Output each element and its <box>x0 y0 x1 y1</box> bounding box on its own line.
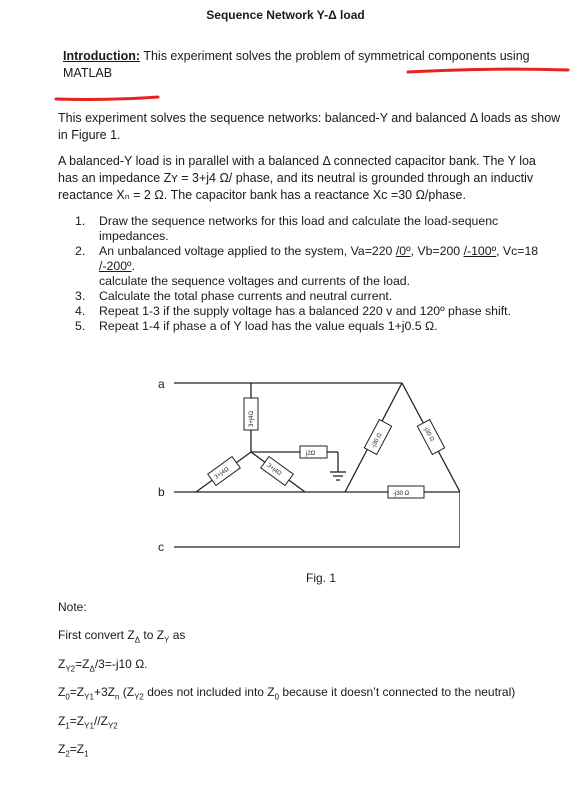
list-number: 2. <box>75 244 86 258</box>
list-number: 5. <box>75 319 86 333</box>
list-number: 3. <box>75 289 86 303</box>
paragraph-2-line-3: reactance Xₙ = 2 Ω. The capacitor bank has a reactance Xc =30 Ω/phase. <box>58 188 466 202</box>
list-item-text: An unbalanced voltage applied to the system, Va=220 <box>99 244 396 258</box>
node-b-label: b <box>158 485 165 499</box>
paragraph-1-line-2: in Figure 1. <box>58 128 121 142</box>
paragraph-2-line-1: A balanced-Y load is in parallel with a balanced Δ connected capacitor bank. The Y loa <box>58 154 536 168</box>
impedance-box-vertical <box>244 398 258 430</box>
note-line-2: $Z_{Y2}=Z_\Delta/3=-j10$ Ω. <box>58 657 148 674</box>
angle-vb: /-100º <box>463 244 497 258</box>
list-item-text: Repeat 1-4 if phase a of Y load has the value equals 1+j0.5 Ω. <box>99 319 438 333</box>
angle-va: /0º <box>395 244 411 258</box>
neutral-impedance-label: j2Ω <box>306 451 316 457</box>
list-item-text: Repeat 1-3 if the supply voltage has a balanced 220 v and 120º phase shift. <box>99 304 511 318</box>
list-item <box>75 319 538 334</box>
capacitor-label: -j30 Ω <box>421 425 435 443</box>
paragraph-2 <box>58 153 536 204</box>
capacitor-box-left <box>364 420 391 455</box>
capacitor-box-right <box>417 420 444 455</box>
introduction-label: Introduction: <box>63 49 141 63</box>
list-item <box>75 244 538 259</box>
impedance-box-left <box>208 457 240 486</box>
impedance-label: 3+j4Ω <box>213 466 231 481</box>
impedance-label: 3+j4Ω <box>265 462 283 478</box>
impedance-box-right <box>261 457 293 486</box>
task-list <box>75 214 538 334</box>
figure-caption: Fig. 1 <box>306 571 337 585</box>
impedance-label: 3+j4Ω <box>249 411 255 427</box>
note-line-3: $Z_0=Z_{Y1}+3Z_n$ ($Z_{Y2}$ does not included into $Z_0$ because it doesn’t connected to the neutral) <box>58 685 516 702</box>
note-heading: Note: <box>58 600 87 614</box>
paragraph-1-line-1: This experiment solves the sequence networks: balanced-Y and balanced Δ loads as show <box>58 111 561 125</box>
red-underline-marks <box>0 0 571 120</box>
list-item-continuation <box>75 259 538 274</box>
paragraph-1 <box>58 110 560 144</box>
list-item-text: , Vc=18 <box>496 244 539 258</box>
node-c-label: c <box>158 540 164 554</box>
list-item <box>75 214 538 229</box>
list-item-text: , Vb=200 <box>410 244 464 258</box>
list-item-continuation: impedances. <box>99 229 169 243</box>
note-line-4: $Z_1=Z_{Y1}//Z_{Y2}$ <box>58 714 118 731</box>
neutral-impedance-box <box>300 446 327 458</box>
paragraph-2-line-2: has an impedance Zʏ = 3+j4 Ω/ phase, and its neutral is grounded through an inductiv <box>58 171 534 185</box>
page-title: Sequence Network Y-Δ load <box>206 8 365 22</box>
list-number: 1. <box>75 214 86 228</box>
introduction-text: This experiment solves the problem of symmetrical components using MATLAB <box>63 49 530 80</box>
list-number: 4. <box>75 304 86 318</box>
note-line-1: First convert $Z_\Delta$ to $Z_Y$ as <box>58 628 186 645</box>
node-a-label: a <box>158 377 165 391</box>
note-line-5: $Z_2=Z_1$ <box>58 742 89 759</box>
list-item <box>75 289 538 304</box>
list-item-text: . <box>131 259 135 273</box>
capacitor-box-bottom <box>388 486 424 498</box>
list-item-text: Draw the sequence networks for this load and calculate the load-sequenc <box>99 214 499 228</box>
list-item <box>75 304 538 319</box>
list-item-text: Calculate the total phase currents and neutral current. <box>99 289 393 303</box>
capacitor-label: -j30 Ω <box>370 432 384 450</box>
circuit-diagram <box>140 370 460 570</box>
angle-vc: /-200º <box>99 259 132 273</box>
list-item-continuation: calculate the sequence voltages and currents of the load. <box>99 274 411 288</box>
capacitor-label: -j30 Ω <box>393 491 410 497</box>
